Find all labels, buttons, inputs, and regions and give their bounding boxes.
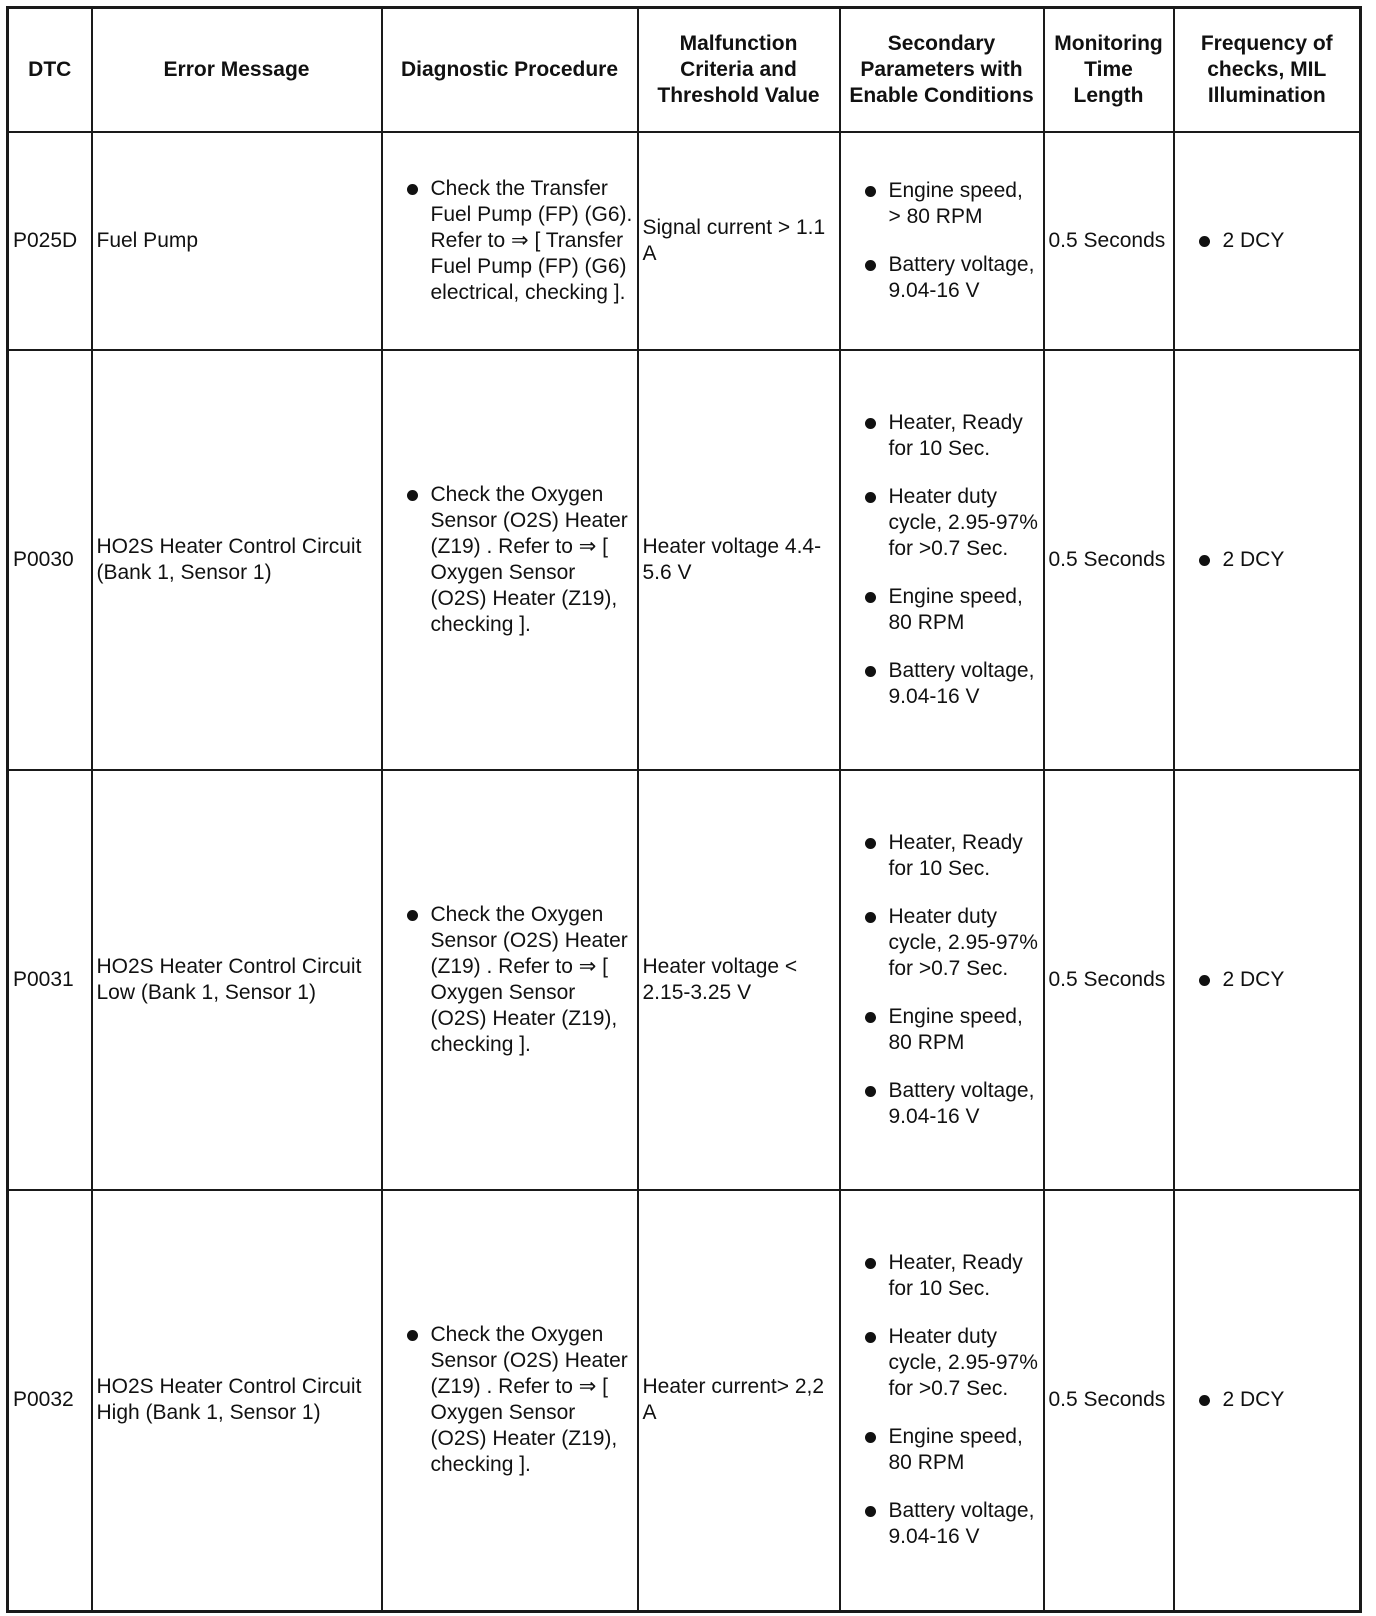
diagnostic-procedure	[382, 770, 638, 1190]
procedure-item: Check the Oxygen Sensor (O2S) Heater (Z19) . Refer to ⇒ [ Oxygen Sensor (O2S) Heater (Z19), checking ].	[387, 902, 633, 1058]
frequency-cell	[1174, 770, 1361, 1190]
frequency-item: 2 DCY	[1179, 228, 1356, 254]
malfunction-criteria: Heater current> 2,2 A	[638, 1190, 840, 1611]
secondary-item: Heater duty cycle, 2.95-97% for >0.7 Sec.	[845, 904, 1039, 982]
dtc-code: P0030	[8, 350, 92, 770]
table-row	[8, 770, 1361, 1190]
secondary-item: Engine speed, 80 RPM	[845, 1004, 1039, 1056]
header-frequency: Frequency of checks, MIL Illumination	[1174, 8, 1361, 133]
dtc-code: P025D	[8, 132, 92, 350]
table-row	[8, 1190, 1361, 1611]
secondary-item: Engine speed, 80 RPM	[845, 1424, 1039, 1476]
table-row	[8, 350, 1361, 770]
frequency-cell	[1174, 350, 1361, 770]
malfunction-criteria: Signal current > 1.1 A	[638, 132, 840, 350]
monitoring-time: 0.5 Seconds	[1044, 350, 1174, 770]
secondary-item: Heater duty cycle, 2.95-97% for >0.7 Sec.	[845, 484, 1039, 562]
malfunction-criteria: Heater voltage 4.4-5.6 V	[638, 350, 840, 770]
monitoring-time: 0.5 Seconds	[1044, 770, 1174, 1190]
secondary-parameters	[840, 770, 1044, 1190]
dtc-table	[6, 6, 1362, 1613]
dtc-code: P0032	[8, 1190, 92, 1611]
monitoring-time: 0.5 Seconds	[1044, 132, 1174, 350]
secondary-parameters	[840, 350, 1044, 770]
frequency-cell	[1174, 132, 1361, 350]
error-message: HO2S Heater Control Circuit Low (Bank 1, Sensor 1)	[92, 770, 382, 1190]
secondary-item: Heater, Ready for 10 Sec.	[845, 410, 1039, 462]
error-message: HO2S Heater Control Circuit High (Bank 1, Sensor 1)	[92, 1190, 382, 1611]
procedure-item: Check the Oxygen Sensor (O2S) Heater (Z19) . Refer to ⇒ [ Oxygen Sensor (O2S) Heater (Z19), checking ].	[387, 1322, 633, 1478]
frequency-item: 2 DCY	[1179, 547, 1356, 573]
secondary-item: Battery voltage, 9.04-16 V	[845, 252, 1039, 304]
dtc-code: P0031	[8, 770, 92, 1190]
secondary-parameters	[840, 1190, 1044, 1611]
secondary-item: Battery voltage, 9.04-16 V	[845, 1498, 1039, 1550]
secondary-item: Heater duty cycle, 2.95-97% for >0.7 Sec.	[845, 1324, 1039, 1402]
malfunction-criteria: Heater voltage < 2.15-3.25 V	[638, 770, 840, 1190]
secondary-item: Battery voltage, 9.04-16 V	[845, 1078, 1039, 1130]
secondary-parameters	[840, 132, 1044, 350]
secondary-item: Engine speed, 80 RPM	[845, 584, 1039, 636]
header-diagnostic-procedure: Diagnostic Procedure	[382, 8, 638, 133]
header-monitoring-time: Monitoring Time Length	[1044, 8, 1174, 133]
diagnostic-procedure	[382, 1190, 638, 1611]
secondary-item: Heater, Ready for 10 Sec.	[845, 1250, 1039, 1302]
secondary-item: Battery voltage, 9.04-16 V	[845, 658, 1039, 710]
frequency-item: 2 DCY	[1179, 967, 1356, 993]
header-row	[8, 8, 1361, 133]
procedure-item: Check the Oxygen Sensor (O2S) Heater (Z19) . Refer to ⇒ [ Oxygen Sensor (O2S) Heater (Z19), checking ].	[387, 482, 633, 638]
diagnostic-procedure	[382, 132, 638, 350]
error-message: Fuel Pump	[92, 132, 382, 350]
error-message: HO2S Heater Control Circuit (Bank 1, Sensor 1)	[92, 350, 382, 770]
frequency-item: 2 DCY	[1179, 1387, 1356, 1413]
procedure-item: Check the Transfer Fuel Pump (FP) (G6). Refer to ⇒ [ Transfer Fuel Pump (FP) (G6) electrical, checking ].	[387, 176, 633, 306]
header-error-message: Error Message	[92, 8, 382, 133]
diagnostic-procedure	[382, 350, 638, 770]
monitoring-time: 0.5 Seconds	[1044, 1190, 1174, 1611]
secondary-item: Engine speed, > 80 RPM	[845, 178, 1039, 230]
secondary-item: Heater, Ready for 10 Sec.	[845, 830, 1039, 882]
header-malfunction-criteria: Malfunction Criteria and Threshold Value	[638, 8, 840, 133]
table-row	[8, 132, 1361, 350]
header-secondary-parameters: Secondary Parameters with Enable Conditions	[840, 8, 1044, 133]
header-dtc: DTC	[8, 8, 92, 133]
frequency-cell	[1174, 1190, 1361, 1611]
